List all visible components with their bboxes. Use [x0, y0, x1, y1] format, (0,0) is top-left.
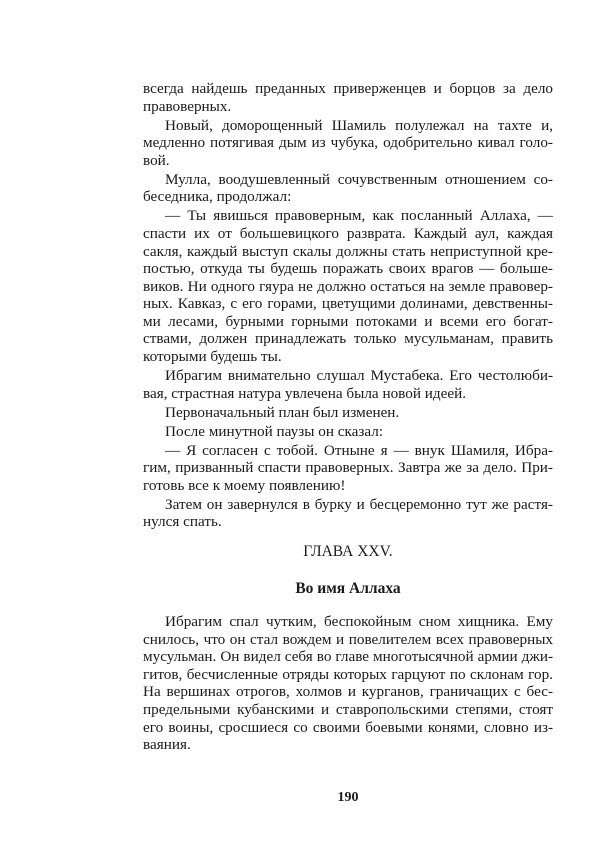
- text-line: Ибрагим спал чутким, беспокойным сном хищника. Ему: [165, 613, 553, 630]
- text-line: всегда найдешь преданных приверженцев и борцов за дело: [143, 80, 553, 97]
- chapter-heading: ГЛАВА XXV.: [303, 543, 393, 560]
- text-line: его воины, сросшиеся со своими боевыми конями, словно из-: [143, 718, 553, 736]
- text-line: вой.: [143, 151, 170, 169]
- body-text-bottom: [143, 613, 553, 755]
- text-line: нулся спать.: [143, 513, 222, 531]
- paragraph: [143, 496, 553, 531]
- text-line: ваяния.: [143, 736, 191, 754]
- text-line: На вершинах отрогов, холмов и курганов, граничащих с бес-: [143, 683, 553, 701]
- paragraph: [143, 207, 553, 365]
- text-line: постью, откуда ты будешь поражать своих врагов — больше-: [143, 260, 553, 278]
- text-line: гим, призванный спасти правоверных. Завтра же за дело. При-: [143, 459, 553, 477]
- text-line: готовь все к моему появлению!: [143, 476, 346, 494]
- text-line: виков. Ни одного гяура не должно остаться на земле правовер-: [143, 277, 553, 295]
- text-line: Новый, доморощенный Шамиль полулежал на тахте и,: [165, 116, 553, 134]
- text-line: которыми будешь ты.: [143, 348, 282, 366]
- text-line: сакля, каждый выступ скалы должны стать неприступной кре-: [143, 242, 553, 260]
- text-line: мусульман. Он видел себя во главе многотысячной армии джи-: [143, 648, 553, 666]
- paragraph: [143, 404, 553, 422]
- text-line: спасти их от большевицкого разврата. Каждый аул, каждая: [143, 224, 553, 242]
- text-line: ми лесами, бурными горными потоками и всеми его богат-: [143, 312, 553, 330]
- text-line: — Я согласен с тобой. Отныне я — внук Шамиля, Ибра-: [165, 441, 553, 459]
- paragraph: [143, 367, 553, 402]
- text-line: ствами, должен принадлежать только мусульманам, править: [143, 330, 553, 348]
- text-line: — Ты явишься правоверным, как посланный Аллаха, —: [165, 207, 553, 225]
- chapter-subtitle: Во имя Аллаха: [295, 580, 401, 597]
- text-line: Затем он завернулся в бурку и бесцеремонно тут же растя-: [165, 495, 553, 513]
- paragraph: [143, 613, 553, 754]
- text-line: медленно потягивая дым из чубука, одобрительно кивал голо-: [143, 134, 553, 152]
- body-text-top: [143, 80, 553, 532]
- paragraph: [143, 442, 553, 495]
- text-line: Ибрагим внимательно слушал Мустабека. Его честолюби-: [165, 367, 553, 385]
- text-line: беседника, продолжал:: [143, 188, 292, 206]
- text-line: После минутной паузы он сказал:: [165, 422, 384, 440]
- text-line: снилось, что он стал вождем и повелителем всех правоверных: [143, 630, 553, 648]
- text-line: гитов, бесчисленные отряды которых гарцуют по склонам гор.: [143, 665, 553, 683]
- text-line: вая, страстная натура увлечена была новой идеей.: [143, 384, 467, 402]
- paragraph: [143, 80, 553, 115]
- text-line: предельными кубанскими и ставропольскими степями, стоят: [143, 700, 553, 718]
- text-line: Мулла, воодушевленный сочувственным отношением со-: [165, 170, 553, 188]
- paragraph: [143, 117, 553, 170]
- text-line: ных. Кавказ, с его горами, цветущими долинами, девственны-: [143, 295, 553, 313]
- text-line: правоверных.: [143, 97, 232, 115]
- text-line: Первоначальный план был изменен.: [165, 403, 400, 421]
- paragraph: [143, 423, 553, 441]
- page-number: 190: [337, 790, 359, 805]
- paragraph: [143, 171, 553, 206]
